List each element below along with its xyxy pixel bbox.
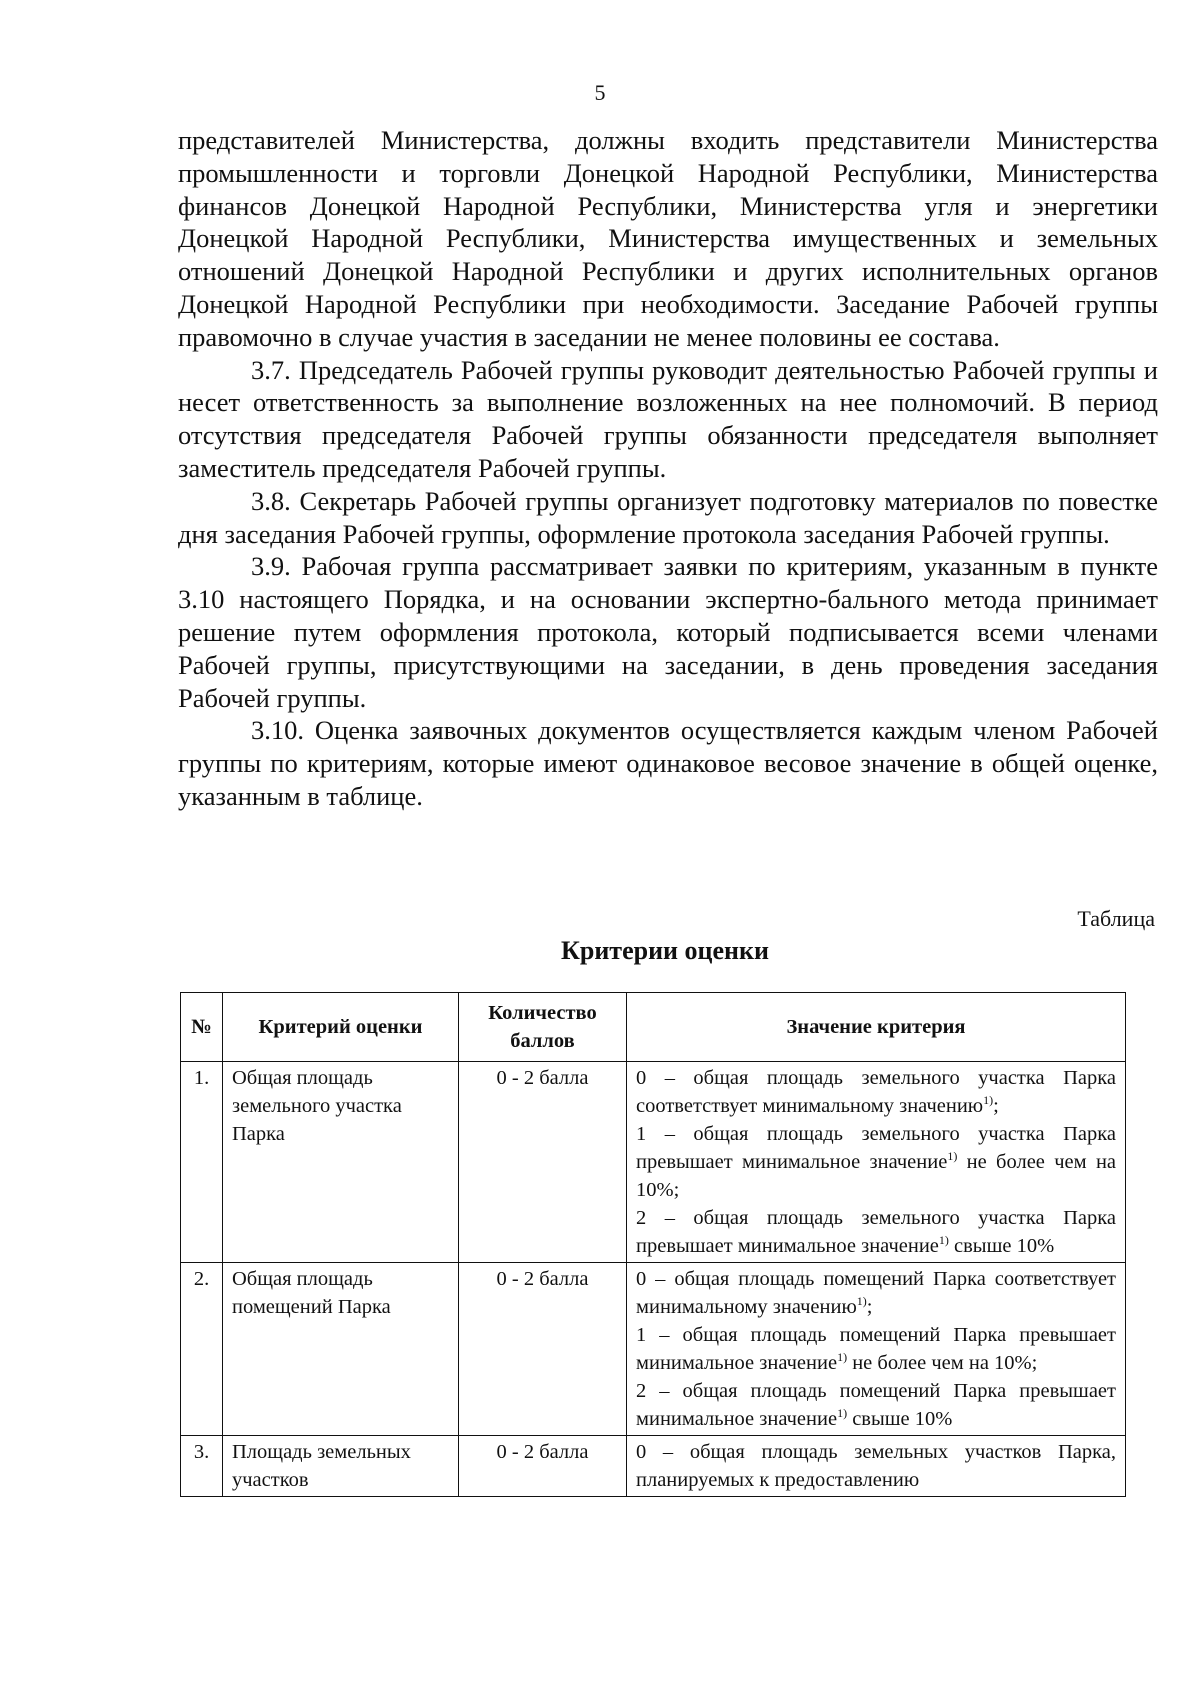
row-num: 2. — [181, 1263, 223, 1436]
row-criterion: Площадь земельных участков — [223, 1436, 459, 1497]
footnote-mark: 1) — [938, 1233, 949, 1248]
row-points: 0 - 2 балла — [459, 1062, 627, 1263]
row-value — [627, 1436, 1126, 1497]
paragraph-3-7: 3.7. Председатель Рабочей группы руководит деятельностью Рабочей группы и несет ответственность за выполнение возложенных на нее полномочий. В период отсутствия председателя Рабочей группы обязанности председателя выполняет заместитель председателя Рабочей группы. — [178, 354, 1158, 483]
row-criterion: Общая площадь земельного участка Парка — [223, 1062, 459, 1263]
footnote-mark: 1) — [983, 1093, 994, 1108]
table-header-row — [181, 993, 1126, 1062]
criteria-table — [180, 992, 1126, 1497]
footnote-mark: 1) — [837, 1406, 848, 1421]
table-label: Таблица — [1077, 906, 1155, 931]
paragraph: представителей Министерства, должны входить представители Министерства промышленности и торговли Донецкой Народной Республики, Министерства финансов Донецкой Народной Республики, Министерства угля и энергетики Донецкой Народной Республики, Министерства имущественных и земельных отношений Донецкой Народной Республики и других исполнительных органов Донецкой Народной Республики при необходимости. Заседание Рабочей группы правомочно в случае участия в заседании не менее половины ее состава. — [178, 125, 1158, 352]
value-line: 2 – общая площадь помещений Парка превышает минимальное значение$^{1)}$ свыше 10% — [636, 1380, 1116, 1430]
footnote-mark: 1) — [856, 1294, 867, 1309]
paragraph-3-8: 3.8. Секретарь Рабочей группы организует подготовку материалов по повестке дня заседания Рабочей группы, оформление протокола заседания Рабочей группы. — [178, 485, 1158, 549]
row-value — [627, 1263, 1126, 1436]
header-num: № — [181, 993, 223, 1062]
row-num: 3. — [181, 1436, 223, 1497]
table-row — [181, 1263, 1126, 1436]
value-line: 0 – общая площадь земельного участка Парка соответствует минимальному значению$^{1)}$; — [636, 1067, 1116, 1117]
row-criterion: Общая площадь помещений Парка — [223, 1263, 459, 1436]
table-row — [181, 1062, 1126, 1263]
value-line: 1 – общая площадь помещений Парка превышает минимальное значение$^{1)}$ не более чем на 10%; — [636, 1324, 1116, 1374]
header-value: Значение критерия — [627, 993, 1126, 1062]
row-points: 0 - 2 балла — [459, 1436, 627, 1497]
value-line: 0 – общая площадь помещений Парка соответствует минимальному значению$^{1)}$; — [636, 1268, 1116, 1318]
page-number: 5 — [594, 80, 606, 105]
footnote-mark: 1) — [947, 1149, 958, 1164]
footnote-mark: 1) — [837, 1350, 848, 1365]
paragraph-3-10: 3.10. Оценка заявочных документов осуществляется каждым членом Рабочей группы по критериям, которые имеют одинаковое весовое значение в общей оценке, указанным в таблице. — [178, 715, 1158, 811]
value-line: 1 – общая площадь земельного участка Парка превышает минимальное значение$^{1)}$ не более чем на 10%; — [636, 1123, 1117, 1201]
row-value — [627, 1062, 1126, 1263]
table-row — [181, 1436, 1126, 1497]
table-title: Критерии оценки — [561, 936, 769, 965]
paragraph-3-9: 3.9. Рабочая группа рассматривает заявки по критериям, указанным в пункте 3.10 настоящего Порядка, и на основании экспертно-бального метода принимает решение путем оформления протокола, который подписывается всеми членами Рабочей группы, присутствующими на заседании, в день проведения заседания Рабочей группы. — [178, 551, 1158, 713]
value-line: 2 – общая площадь земельного участка Парка превышает минимальное значение$^{1)}$ свыше 10% — [636, 1207, 1116, 1257]
header-points: Количество баллов — [459, 993, 627, 1062]
row-points: 0 - 2 балла — [459, 1263, 627, 1436]
row-num: 1. — [181, 1062, 223, 1263]
header-criterion: Критерий оценки — [223, 993, 459, 1062]
value-line: 0 – общая площадь земельных участков Парка, планируемых к предоставлению — [636, 1441, 1116, 1491]
body-text — [178, 124, 1158, 813]
